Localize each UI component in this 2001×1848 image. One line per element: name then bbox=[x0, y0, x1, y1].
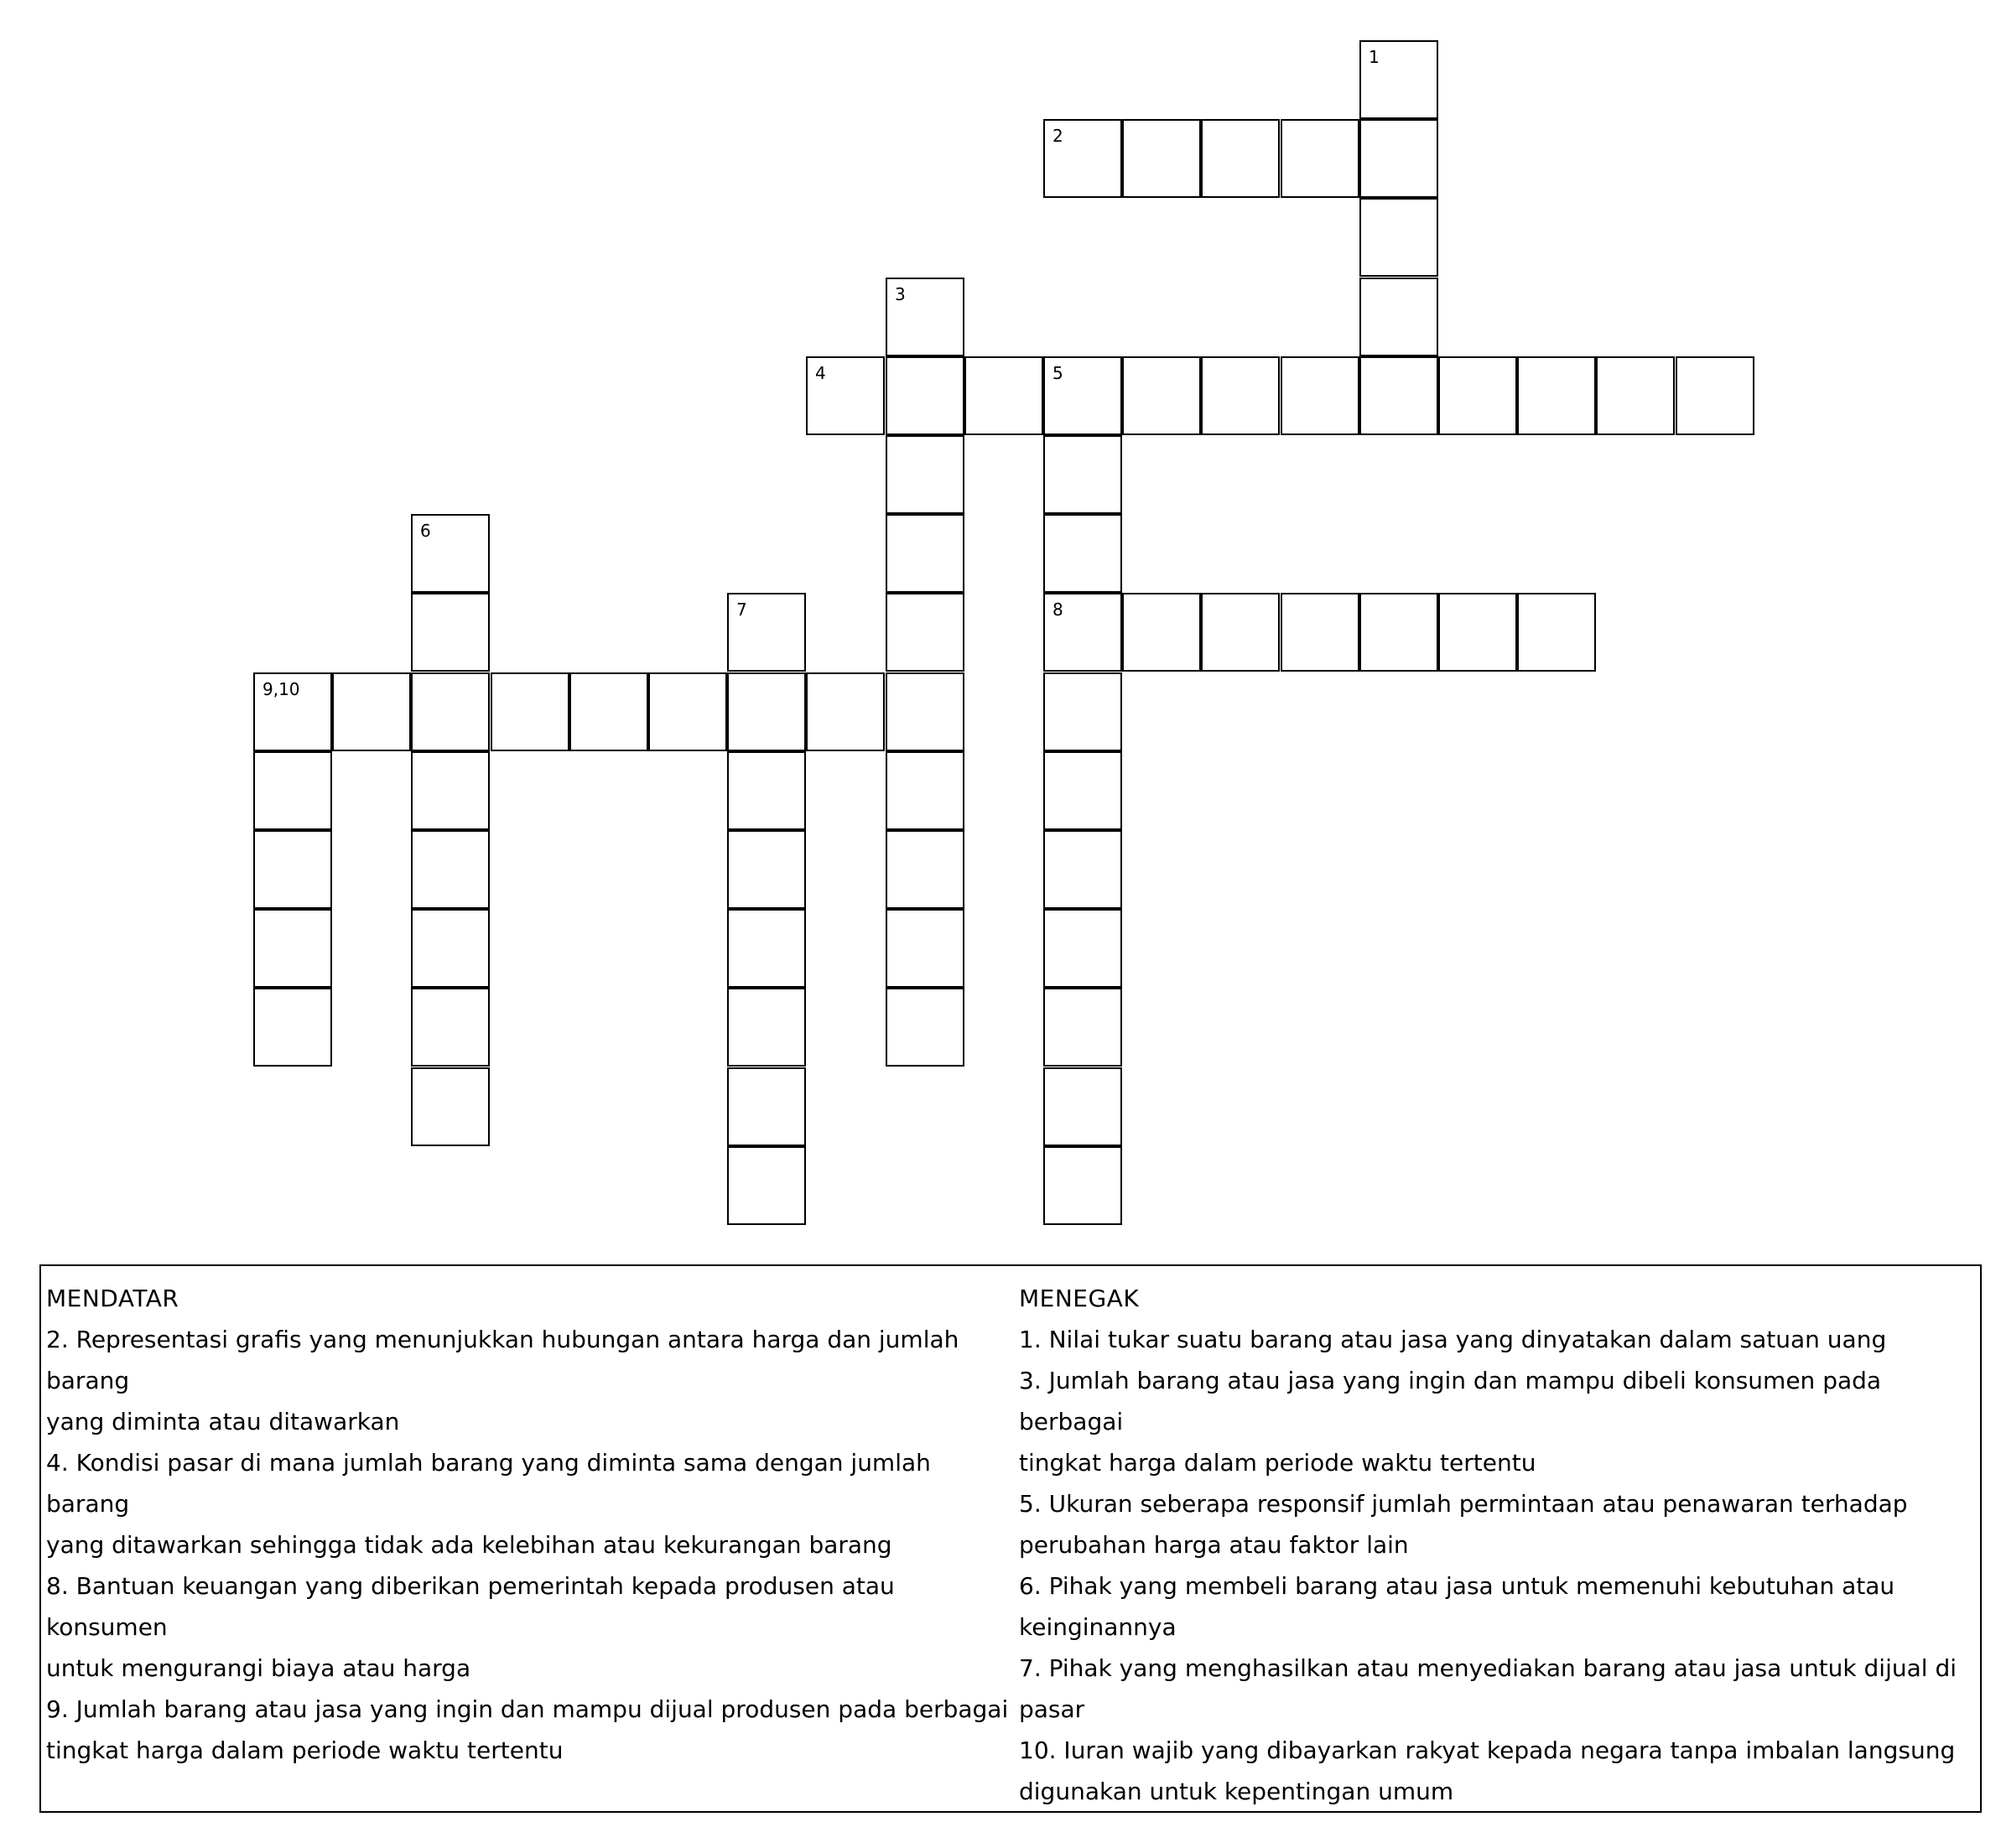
crossword-cell[interactable] bbox=[886, 672, 964, 751]
crossword-cell[interactable] bbox=[332, 672, 411, 751]
down-clue-line: 6. Pihak yang membeli barang atau jasa untuk memenuhi kebutuhan atau bbox=[1019, 1572, 1895, 1600]
crossword-cell[interactable] bbox=[1043, 1067, 1122, 1146]
clue-number: 4 bbox=[815, 363, 826, 383]
crossword-cell[interactable] bbox=[1043, 593, 1122, 672]
crossword-cell[interactable] bbox=[411, 672, 490, 751]
crossword-cell[interactable] bbox=[886, 909, 964, 988]
crossword-cell[interactable] bbox=[727, 593, 806, 672]
across-clue-line: 8. Bantuan keuangan yang diberikan pemerintah kepada produsen atau konsumen bbox=[46, 1572, 895, 1641]
across-clue-line: yang diminta atau ditawarkan bbox=[46, 1408, 400, 1435]
crossword-cell[interactable] bbox=[1281, 356, 1359, 435]
crossword-cell[interactable] bbox=[1281, 593, 1359, 672]
crossword-cell[interactable] bbox=[253, 830, 332, 909]
crossword-cell[interactable] bbox=[253, 988, 332, 1067]
crossword-cell[interactable] bbox=[1043, 1146, 1122, 1225]
down-clue-line: 1. Nilai tukar suatu barang atau jasa yang dinyatakan dalam satuan uang bbox=[1019, 1326, 1887, 1353]
crossword-cell[interactable] bbox=[411, 909, 490, 988]
crossword-cell[interactable] bbox=[1517, 356, 1596, 435]
crossword-cell[interactable] bbox=[1122, 593, 1201, 672]
crossword-cell[interactable] bbox=[569, 672, 648, 751]
crossword-cell[interactable] bbox=[1043, 119, 1122, 198]
crossword-cell[interactable] bbox=[253, 751, 332, 830]
crossword-cell[interactable] bbox=[1201, 593, 1280, 672]
clue-number: 8 bbox=[1052, 600, 1063, 620]
crossword-cell[interactable] bbox=[727, 909, 806, 988]
crossword-cell[interactable] bbox=[411, 1067, 490, 1146]
across-clue-line: 2. Representasi grafis yang menunjukkan hubungan antara harga dan jumlah barang bbox=[46, 1326, 959, 1394]
across-clue-line: untuk mengurangi biaya atau harga bbox=[46, 1654, 471, 1682]
crossword-cell[interactable] bbox=[886, 988, 964, 1067]
clue-number: 9,10 bbox=[262, 679, 300, 699]
crossword-cell[interactable] bbox=[1438, 356, 1517, 435]
crossword-cell[interactable] bbox=[727, 672, 806, 751]
crossword-cell[interactable] bbox=[411, 514, 490, 593]
crossword-cell[interactable] bbox=[886, 593, 964, 672]
crossword-cell[interactable] bbox=[727, 1067, 806, 1146]
across-heading: MENDATAR bbox=[46, 1285, 179, 1312]
clue-number: 2 bbox=[1052, 126, 1063, 146]
crossword-cell[interactable] bbox=[1043, 672, 1122, 751]
clue-panel bbox=[39, 1264, 1982, 1813]
crossword-cell[interactable] bbox=[1281, 119, 1359, 198]
crossword-cell[interactable] bbox=[886, 435, 964, 514]
crossword-cell[interactable] bbox=[964, 356, 1043, 435]
crossword-cell[interactable] bbox=[1043, 830, 1122, 909]
crossword-cell[interactable] bbox=[1438, 593, 1517, 672]
crossword-cell[interactable] bbox=[1359, 278, 1438, 356]
crossword-cell[interactable] bbox=[411, 593, 490, 672]
crossword-cell[interactable] bbox=[1359, 593, 1438, 672]
crossword-cell[interactable] bbox=[1359, 119, 1438, 198]
crossword-cell[interactable] bbox=[411, 830, 490, 909]
crossword-cell[interactable] bbox=[886, 830, 964, 909]
across-clues bbox=[46, 1278, 1011, 1771]
crossword-cell[interactable] bbox=[1359, 356, 1438, 435]
down-clue-line: 3. Jumlah barang atau jasa yang ingin dan mampu dibeli konsumen pada berbagai bbox=[1019, 1367, 1882, 1435]
crossword-cell[interactable] bbox=[727, 988, 806, 1067]
down-clue-line: digunakan untuk kepentingan umum bbox=[1019, 1778, 1454, 1805]
crossword-cell[interactable] bbox=[253, 909, 332, 988]
crossword-cell[interactable] bbox=[1043, 356, 1122, 435]
crossword-cell[interactable] bbox=[491, 672, 569, 751]
down-clue-line: tingkat harga dalam periode waktu tertentu bbox=[1019, 1449, 1536, 1477]
crossword-cell[interactable] bbox=[411, 751, 490, 830]
crossword-cell[interactable] bbox=[806, 672, 885, 751]
crossword-cell[interactable] bbox=[1676, 356, 1754, 435]
crossword-cell[interactable] bbox=[1359, 40, 1438, 119]
crossword-cell[interactable] bbox=[1043, 514, 1122, 593]
clue-number: 3 bbox=[895, 284, 906, 304]
across-clue-line: 4. Kondisi pasar di mana jumlah barang yang diminta sama dengan jumlah barang bbox=[46, 1449, 931, 1518]
clue-number: 5 bbox=[1052, 363, 1063, 383]
down-clues bbox=[1019, 1278, 1958, 1812]
crossword-cell[interactable] bbox=[727, 1146, 806, 1225]
down-heading: MENEGAK bbox=[1019, 1285, 1140, 1312]
crossword-cell[interactable] bbox=[648, 672, 727, 751]
crossword-cell[interactable] bbox=[1201, 119, 1280, 198]
across-clue-line: 9. Jumlah barang atau jasa yang ingin dan mampu dijual produsen pada berbagai bbox=[46, 1695, 1009, 1723]
clue-number: 1 bbox=[1369, 47, 1380, 67]
clue-number: 6 bbox=[420, 521, 431, 541]
crossword-cell[interactable] bbox=[1201, 356, 1280, 435]
crossword-cell[interactable] bbox=[1517, 593, 1596, 672]
crossword-cell[interactable] bbox=[1043, 435, 1122, 514]
crossword-cell[interactable] bbox=[1043, 909, 1122, 988]
crossword-cell[interactable] bbox=[806, 356, 885, 435]
crossword-cell[interactable] bbox=[253, 672, 332, 751]
clue-number: 7 bbox=[736, 600, 747, 620]
crossword-cell[interactable] bbox=[727, 751, 806, 830]
crossword-cell[interactable] bbox=[1596, 356, 1675, 435]
crossword-cell[interactable] bbox=[1122, 119, 1201, 198]
crossword-cell[interactable] bbox=[727, 830, 806, 909]
crossword-cell[interactable] bbox=[1122, 356, 1201, 435]
down-clue-line: keinginannya bbox=[1019, 1613, 1177, 1641]
down-clue-line: 10. Iuran wajib yang dibayarkan rakyat kepada negara tanpa imbalan langsung bbox=[1019, 1736, 1956, 1764]
down-clue-line: 7. Pihak yang menghasilkan atau menyediakan barang atau jasa untuk dijual di bbox=[1019, 1654, 1957, 1682]
crossword-cell[interactable] bbox=[1359, 198, 1438, 277]
crossword-cell[interactable] bbox=[1043, 988, 1122, 1067]
down-clue-line: 5. Ukuran seberapa responsif jumlah permintaan atau penawaran terhadap bbox=[1019, 1490, 1908, 1518]
down-clue-line: perubahan harga atau faktor lain bbox=[1019, 1531, 1409, 1559]
crossword-cell[interactable] bbox=[886, 278, 964, 356]
crossword-cell[interactable] bbox=[886, 751, 964, 830]
down-clue-line: pasar bbox=[1019, 1695, 1085, 1723]
across-clue-line: yang ditawarkan sehingga tidak ada kelebihan atau kekurangan barang bbox=[46, 1531, 892, 1559]
crossword-cell[interactable] bbox=[1043, 751, 1122, 830]
across-clue-line: tingkat harga dalam periode waktu tertentu bbox=[46, 1736, 564, 1764]
crossword-cell[interactable] bbox=[886, 514, 964, 593]
crossword-cell[interactable] bbox=[411, 988, 490, 1067]
crossword-cell[interactable] bbox=[886, 356, 964, 435]
